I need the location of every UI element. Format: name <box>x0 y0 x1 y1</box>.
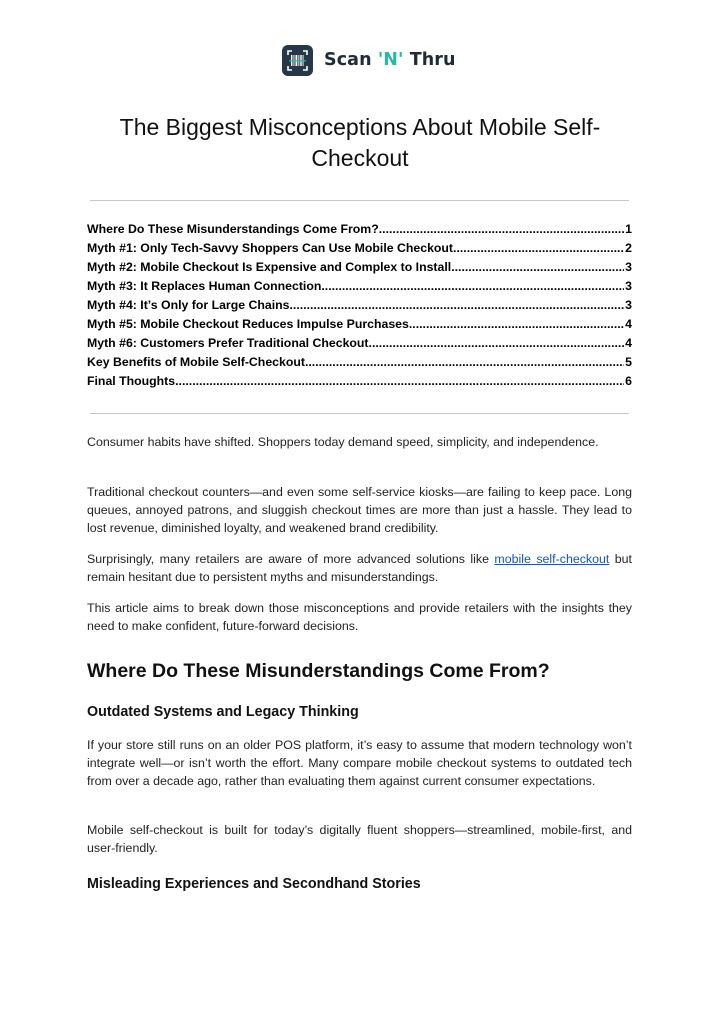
toc-entry-page: 1 <box>625 222 632 236</box>
intro-paragraph-4: This article aims to break down those misconceptions and provide retailers with the insights they need to make confident, future-forward decisions. <box>87 601 632 633</box>
divider-top <box>90 200 629 201</box>
toc-entry[interactable] <box>87 353 632 372</box>
table-of-contents <box>87 220 632 391</box>
toc-entry-title: Myth #5: Mobile Checkout Reduces Impulse Purchases <box>87 317 409 331</box>
toc-leader-dots <box>321 277 624 296</box>
toc-entry[interactable] <box>87 277 632 296</box>
toc-entry[interactable] <box>87 258 632 277</box>
toc-entry[interactable] <box>87 372 632 391</box>
toc-entry-title: Final Thoughts <box>87 374 176 388</box>
toc-entry[interactable] <box>87 334 632 353</box>
toc-entry[interactable] <box>87 315 632 334</box>
toc-leader-dots <box>369 334 625 353</box>
brand-logo <box>282 44 456 76</box>
toc-entry-page: 6 <box>625 374 632 388</box>
subsection-1-paragraph-2: Mobile self-checkout is built for today’s digitally fluent shoppers—streamlined, mobile-first, and user-friendly. <box>87 823 632 855</box>
document-title: The Biggest Misconceptions About Mobile Self-Checkout <box>119 114 601 171</box>
toc-entry-title: Myth #4: It’s Only for Large Chains <box>87 298 290 312</box>
intro-paragraph-2: Traditional checkout counters—and even some self-service kiosks—are failing to keep pace. Long queues, annoyed patrons, and sluggish checkout times are more than just a hassle. They lead to lost revenue, diminished loyalty, and weakened brand credibility. <box>87 485 632 535</box>
subsection-1-paragraph-1: If your store still runs on an older POS platform, it’s easy to assume that modern technology won’t integrate well—or isn’t worth the effort. Many compare mobile checkout systems to outdated tech from over a decade ago, rather than evaluating them against current consumer expectations. <box>87 738 632 788</box>
toc-leader-dots <box>453 239 624 258</box>
toc-leader-dots <box>305 353 624 372</box>
section-heading: Where Do These Misunderstandings Come From? <box>87 660 550 682</box>
toc-entry[interactable] <box>87 220 632 239</box>
divider-bottom <box>90 413 629 414</box>
toc-entry-page: 3 <box>625 279 632 293</box>
intro-paragraph-3: Surprisingly, many retailers are aware of more advanced solutions like mobile self-checkout but remain hesitant due to persistent myths and misunderstandings. <box>87 552 633 584</box>
toc-entry-page: 5 <box>625 355 632 369</box>
intro-paragraph-1: Consumer habits have shifted. Shoppers today demand speed, simplicity, and independence. <box>87 435 599 449</box>
brand-name: Scan 'N' Thru <box>324 50 456 70</box>
toc-leader-dots <box>379 220 624 239</box>
toc-entry-page: 4 <box>625 336 632 350</box>
toc-leader-dots <box>409 315 624 334</box>
toc-leader-dots <box>289 296 624 315</box>
toc-leader-dots <box>175 372 624 391</box>
toc-entry-title: Myth #1: Only Tech-Savvy Shoppers Can Use Mobile Checkout <box>87 241 454 255</box>
toc-entry-page: 3 <box>625 260 632 274</box>
subsection-heading-2: Misleading Experiences and Secondhand Stories <box>87 876 421 892</box>
toc-entry-page: 2 <box>625 241 632 255</box>
toc-entry[interactable] <box>87 296 632 315</box>
subsection-heading-1: Outdated Systems and Legacy Thinking <box>87 704 359 720</box>
toc-entry-title: Myth #2: Mobile Checkout Is Expensive and Complex to Install <box>87 260 452 274</box>
toc-entry-page: 4 <box>625 317 632 331</box>
toc-entry-page: 3 <box>625 298 632 312</box>
toc-entry-title: Myth #6: Customers Prefer Traditional Checkout <box>87 336 369 350</box>
toc-leader-dots <box>451 258 624 277</box>
barcode-scanner-icon <box>282 45 313 76</box>
toc-entry-title: Myth #3: It Replaces Human Connection <box>87 279 322 293</box>
toc-entry[interactable] <box>87 239 632 258</box>
toc-entry-title: Key Benefits of Mobile Self-Checkout <box>87 355 305 369</box>
toc-entry-title: Where Do These Misunderstandings Come From? <box>87 222 379 236</box>
mobile-self-checkout-link[interactable]: mobile self-checkout <box>494 552 610 566</box>
